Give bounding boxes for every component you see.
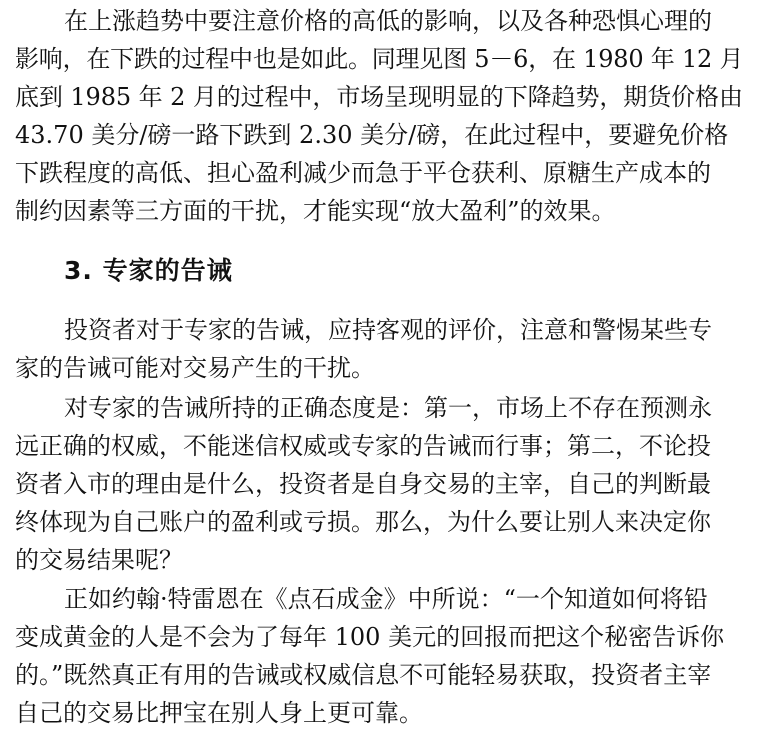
paragraph-4-line-4: 自己的交易比押宝在别人身上更可靠。 [15, 699, 423, 727]
paragraph-3-line-2: 远正确的权威，不能迷信权威或专家的告诫而行事；第二，不论投 [15, 432, 711, 460]
paragraph-1-line-5: 下跌程度的高低、担心盈利减少而急于平仓获利、原糖生产成本的 [15, 159, 711, 187]
paragraph-1-line-6: 制约因素等三方面的干扰，才能实现“放大盈利”的效果。 [15, 197, 616, 225]
paragraph-3-line-5: 的交易结果呢？ [15, 546, 183, 574]
paragraph-4-line-2: 变成黄金的人是不会为了每年 100 美元的回报而把这个秘密告诉你 [15, 623, 725, 651]
paragraph-1-line-2: 影响，在下跌的过程中也是如此。同理见图 5－6，在 1980 年 12 月 [15, 45, 744, 73]
section-heading: 3. 专家的告诫 [64, 256, 233, 285]
paragraph-3-line-4: 终体现为自己账户的盈利或亏损。那么，为什么要让别人来决定你 [15, 508, 711, 536]
paragraph-3-line-1: 对专家的告诫所持的正确态度是：第一，市场上不存在预测永 [64, 394, 712, 422]
paragraph-1-line-1: 在上涨趋势中要注意价格的高低的影响，以及各种恐惧心理的 [64, 7, 712, 35]
paragraph-4-line-3: 的。”既然真正有用的告诫或权威信息不可能轻易获取，投资者主宰 [15, 661, 712, 689]
paragraph-4-line-1: 正如约翰·特雷恩在《点石成金》中所说：“一个知道如何将铅 [64, 585, 708, 613]
paragraph-2-line-2: 家的告诫可能对交易产生的干扰。 [15, 354, 375, 382]
paragraph-1-line-3: 底到 1985 年 2 月的过程中，市场呈现明显的下降趋势，期货价格由 [15, 83, 743, 111]
paragraph-2-line-1: 投资者对于专家的告诫，应持客观的评价，注意和警惕某些专 [64, 316, 712, 344]
paragraph-1-line-4: 43.70 美分/磅一路下跌到 2.30 美分/磅，在此过程中，要避免价格 [15, 121, 729, 149]
paragraph-3-line-3: 资者入市的理由是什么，投资者是自身交易的主宰，自己的判断最 [15, 470, 711, 498]
